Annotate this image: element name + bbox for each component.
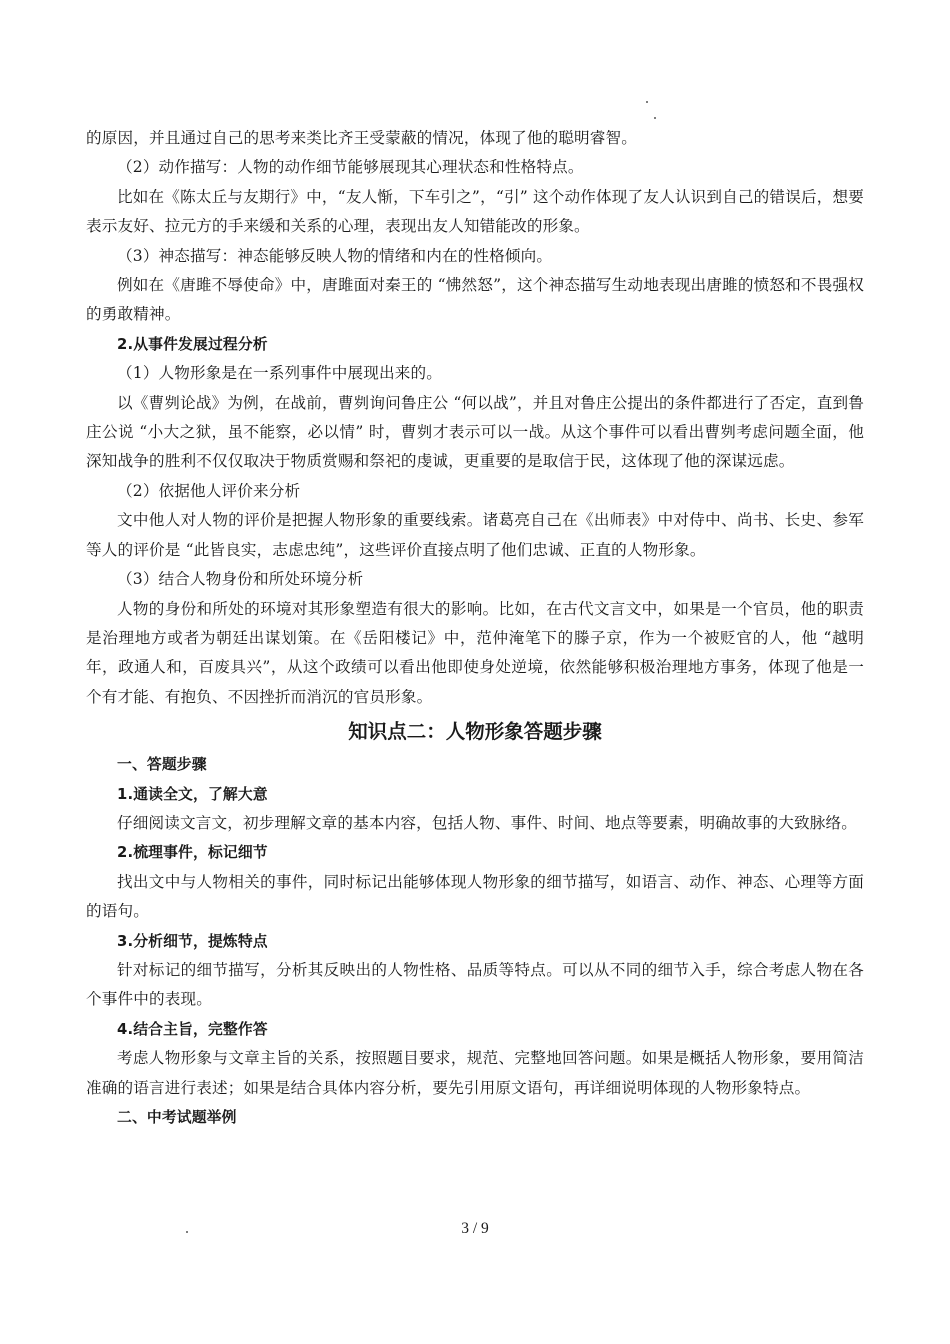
scan-dot-top <box>646 101 648 103</box>
scan-dot-top-2 <box>654 117 656 119</box>
paragraph: （2）动作描写：人物的动作细节能够展现其心理状态和性格特点。 <box>117 158 584 177</box>
paragraph: 考虑人物形象与文章主旨的关系，按照题目要求，规范、完整地回答问题。如果是概括人物形象，要用简洁准确的语言进行表述；如果是结合具体内容分析，要先引用原文语句，再详细说明体现的人物形象特点。 <box>86 1049 864 1097</box>
paragraphs-bottom <box>86 750 864 1132</box>
paragraph: 比如在《陈太丘与友期行》中，“友人惭，下车引之”，“引” 这个动作体现了友人认识到自己的错误后，想要表示友好、拉元方的手来缓和关系的心理，表现出友人知错能改的形象。 <box>86 187 864 236</box>
paragraph: 例如在《唐雎不辱使命》中，唐雎面对秦王的 “怫然怒”，这个神态描写生动地表现出唐雎的愤怒和不畏强权的勇敢精神。 <box>86 276 864 324</box>
paragraph: 针对标记的细节描写，分析其反映出的人物性格、品质等特点。可以从不同的细节入手，综合考虑人物在各个事件中的表现。 <box>86 960 864 1009</box>
subheading: 3.分析细节，提炼特点 <box>117 932 268 950</box>
paragraph: 找出文中与人物相关的事件，同时标记出能够体现人物形象的细节描写，如语言、动作、神态、心理等方面的语句。 <box>86 872 864 921</box>
subheading: 2.从事件发展过程分析 <box>117 335 268 353</box>
subheading: 二、中考试题举例 <box>117 1109 237 1126</box>
page-number: 3 / 9 <box>461 1220 489 1237</box>
subheading: 1.通读全文，了解大意 <box>117 785 268 803</box>
subheading: 一、答题步骤 <box>117 756 207 774</box>
paragraph: 的原因，并且通过自己的思考来类比齐王受蒙蔽的情况，体现了他的聪明睿智。 <box>86 129 638 147</box>
subheading: 4.结合主旨，完整作答 <box>117 1020 268 1038</box>
paragraph: 人物的身份和所处的环境对其形象塑造有很大的影响。比如，在古代文言文中，如果是一个官员，他的职责是治理地方或者为朝廷出谋划策。在《岳阳楼记》中，范仲淹笔下的滕子京，作为一个被贬官的人，他 “越明年，政通人和，百废具兴”，从这个政绩可以看出他即使身处逆境，依然能够积极治理地方事务，体现了他是一个有才能、有抱负、不因挫折而消沉的官员形象。 <box>86 599 864 706</box>
paragraph: 仔细阅读文言文，初步理解文章的基本内容，包括人物、事件、时间、地点等要素，明确故事的大致脉络。 <box>117 813 857 832</box>
paragraphs-top <box>86 124 864 712</box>
paragraph: （3）神态描写：神态能够反映人物的情绪和内在的性格倾向。 <box>117 246 553 265</box>
subheading: 2.梳理事件，标记细节 <box>117 844 268 862</box>
paragraph: （2）依据他人评价来分析 <box>117 481 301 500</box>
paragraph: （3）结合人物身份和所处环境分析 <box>117 570 364 589</box>
paragraph: 以《曹刿论战》为例，在战前，曹刿询问鲁庄公 “何以战”，并且对鲁庄公提出的条件都进行了否定，直到鲁庄公说 “小大之狱，虽不能察，必以情” 时，曹刿才表示可以一战。从这个事件可以看出曹刿考虑问题全面，他深知战争的胜利不仅仅取决于物质赏赐和祭祀的虔诚，更重要的是取信于民，这体现了他的深谋远虑。 <box>86 393 864 471</box>
paragraph: （1）人物形象是在一系列事件中展现出来的。 <box>117 364 442 383</box>
paragraph: 文中他人对人物的评价是把握人物形象的重要线索。诸葛亮自己在《出师表》中对侍中、尚书、长史、参军等人的评价是 “此皆良实，志虑忠纯”，这些评价直接点明了他们忠诚、正直的人物形象。 <box>86 511 864 559</box>
section-title: 知识点二：人物形象答题步骤 <box>348 720 602 744</box>
document-body <box>86 124 864 1132</box>
